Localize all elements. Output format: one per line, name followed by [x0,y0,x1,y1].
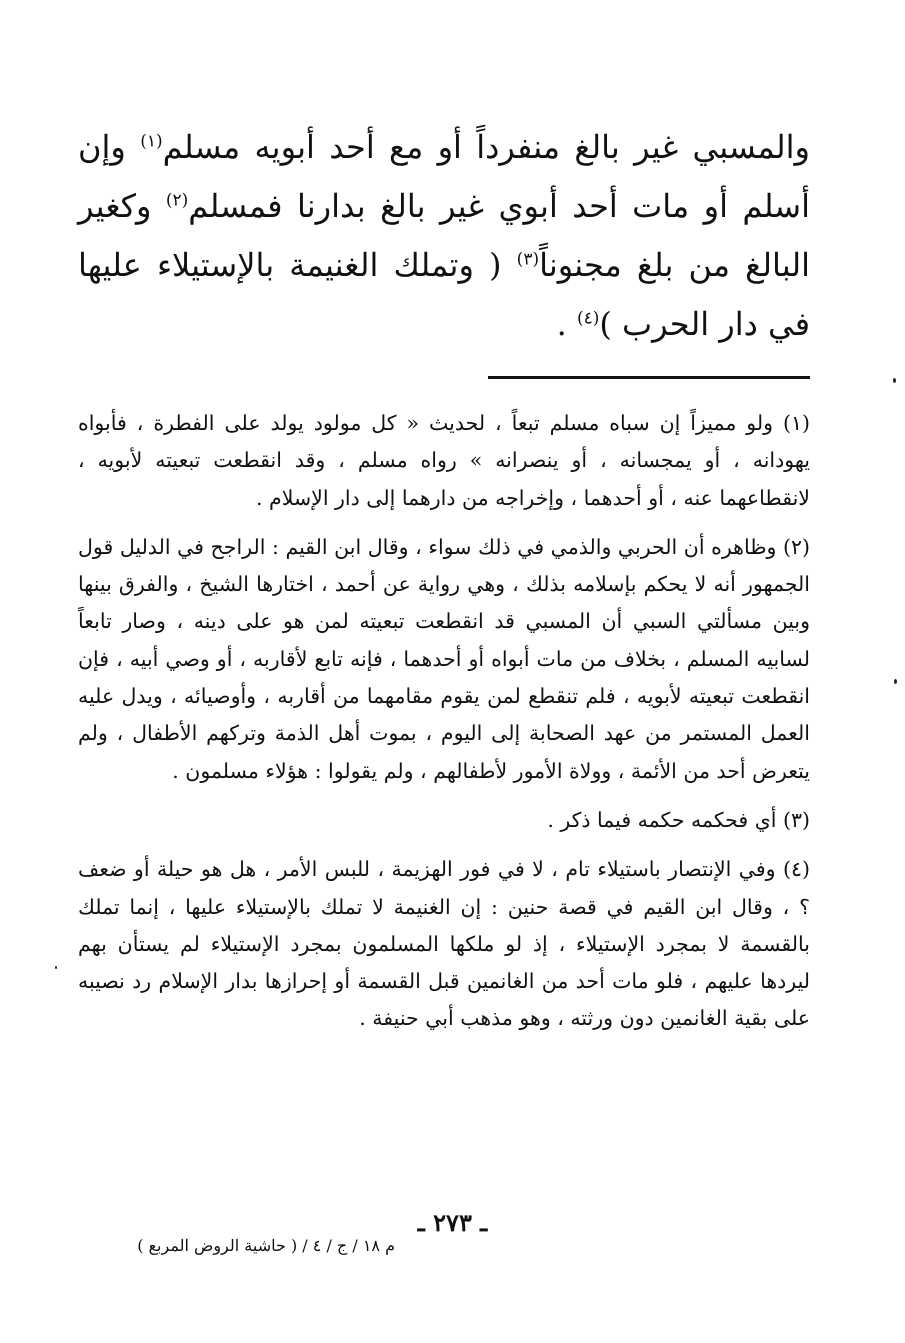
footnote-2: (٢) وظاهره أن الحربي والذمي في ذلك سواء ، وقال ابن القيم : الراجح في الدليل قول الجمهور أنه لا يحكم بإسلامه بذلك ، وهي رواية عن أحمد ، اختارها الشيخ ، والفرق بينها وبين مسألتي السبي أن المسبي قد انقطعت تبعيته لمن هو على دينه ، وصار تابعاً لسابيه المسلم ، بخلاف من مات أبواه أو أحدهما ، فإنه تابع لأقاربه ، أو وصي أبيه ، فإن انقطعت تبعيته لأبويه ، فلم تنقطع لمن يقوم مقامهما من أقاربه ، وأوصيائه ، ويدل عليه العمل المستمر من عهد الصحابة إلى اليوم ، بموت أهل الذمة وتركهم الأطفال ، ولم يتعرض أحد من الأئمة ، وولاة الأمور لأطفالهم ، ولم يقولوا : هؤلاء مسلمون . [78,534,810,783]
footnotes-section [78,405,810,1038]
main-text-segment: وكغير البالغ من بلغ مجنوناً [78,187,811,284]
main-text-segment: . [556,305,577,343]
footnote-ref-1: (١) [140,131,163,152]
footnote-3: (٣) أي فحكمه حكمه فيما ذكر . [547,807,810,832]
footnote-ref-4: (٤) [576,308,600,329]
footnote-4: (٤) وفي الإنتصار باستيلاء تام ، لا في فور الهزيمة ، للبس الأمر ، هل هو حيلة أو ضعف ؟ ، وقال ابن القيم في قصة حنين : إن الغنيمة لا تملك بالإستيلاء عليها ، إنما تملك بالقسمة لا بمجرد الإستيلاء ، إذ لو ملكها المسلمون بمجرد الإستيلاء لم يستأن بهم ليردها عليهم ، فلو مات أحد من الغانمين قبل القسمة أو إحرازها بدار الإسلام رد نصيبه على بقية الغانمين دون ورثته ، وهو مذهب أبي حنيفة . [78,857,810,1031]
main-text-segment: والمسبي غير بالغ منفرداً أو مع أحد أبويه مسلم [162,128,811,166]
footnote-ref-3: (٣) [516,249,540,270]
page-number: ـ ٢٧٣ ـ [417,1208,488,1237]
footnote-divider [488,376,810,379]
scan-speck [894,679,897,684]
main-text [78,118,810,354]
printer-signature: م ١٨ / ج / ٤ / ( حاشية الروض المربع ) [137,1236,395,1255]
scan-speck [893,378,896,383]
scan-speck [55,966,57,969]
main-text-segment: وإن أسلم أو مات أحد أبوي غير بالغ بدارنا فمسلم [78,128,811,225]
main-text-segment: ( وتملك الغنيمة بالإستيلاء عليها في دار الحرب ) [78,246,810,343]
footnote-1: (١) ولو مميزاً إن سباه مسلم تبعاً ، لحديث « كل مولود يولد على الفطرة ، فأبواه يهودانه ، أو يمجسانه ، أو ينصرانه » رواه مسلم ، وقد انقطعت تبعيته لأبويه ، لانقطاعهما عنه ، أو أحدهما ، وإخراجه من دارهما إلى دار الإسلام . [78,411,810,510]
footnote-ref-2: (٢) [165,190,189,211]
